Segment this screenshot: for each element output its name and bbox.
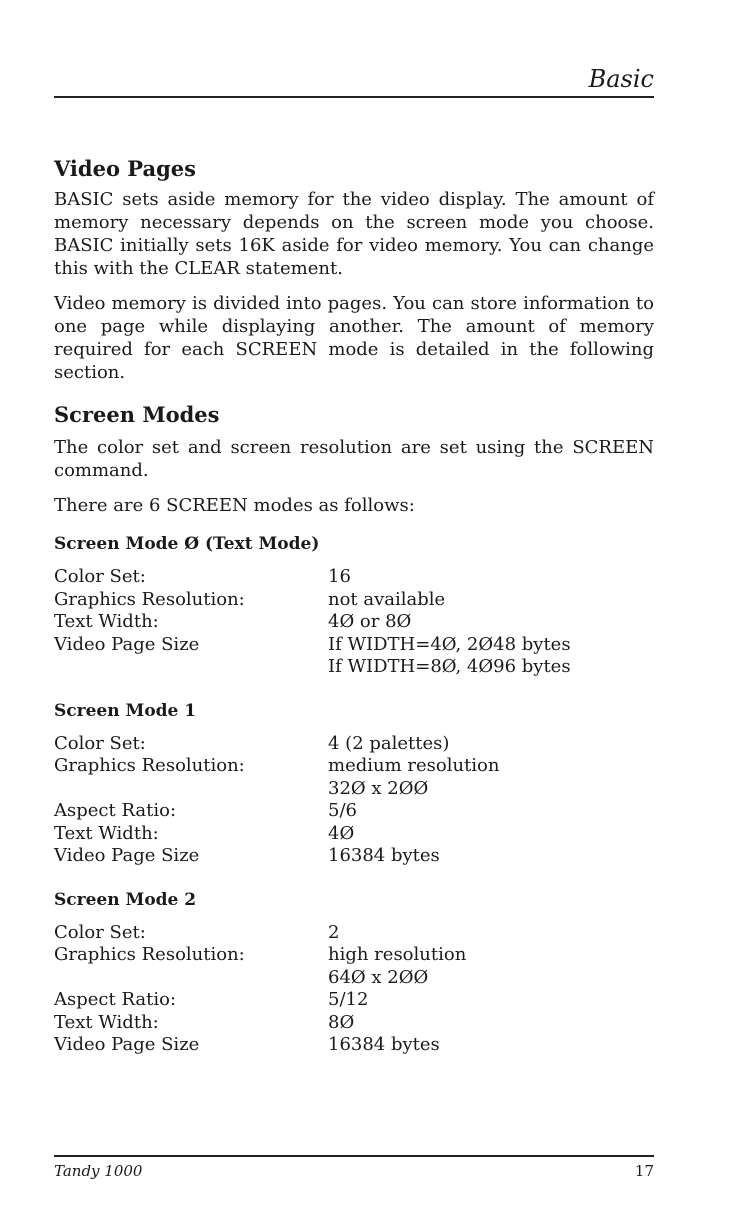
screen-modes-heading: Screen Modes: [54, 402, 220, 427]
spec-value: medium resolution: [328, 755, 500, 776]
video-pages-heading: Video Pages: [54, 156, 196, 181]
screen-modes-para-2: There are 6 SCREEN modes as follows:: [54, 495, 415, 516]
spec-value: high resolution: [328, 944, 467, 965]
spec-label: Video Page Size: [54, 633, 200, 655]
spec-label: Graphics Resolution:: [54, 944, 245, 965]
mode-2-spec-table: [54, 922, 654, 1057]
spec-value: 8Ø: [328, 1011, 355, 1033]
spec-value: 32Ø x 2ØØ: [328, 777, 429, 799]
spec-label: Aspect Ratio:: [54, 989, 177, 1010]
footer-rule: [54, 1155, 654, 1157]
spec-value: 16: [328, 566, 351, 587]
spec-value: 5/12: [328, 989, 369, 1010]
spec-value: 2: [328, 921, 340, 943]
spec-value: 4Ø: [328, 822, 355, 844]
spec-value: 16384 bytes: [328, 1034, 440, 1055]
document-page: [54, 0, 654, 1208]
page-content: [54, 154, 654, 1057]
spec-label: Graphics Resolution:: [54, 588, 245, 610]
spec-label: Video Page Size: [54, 845, 200, 866]
footer-product-name: Tandy 1000: [54, 1162, 143, 1180]
spec-value: If WIDTH=4Ø, 2Ø48 bytes: [328, 633, 571, 655]
spec-value: If WIDTH=8Ø, 4Ø96 bytes: [328, 656, 571, 677]
mode-2-heading: Screen Mode 2: [54, 889, 197, 910]
video-pages-para-1: BASIC sets aside memory for the video display. The amount of memory necessary depends on the screen mode you choose. BASIC initially sets 16K aside for video memory. You can change this with the CLEAR statement.: [54, 189, 654, 279]
spec-label: Text Width:: [54, 611, 159, 632]
screen-modes-para-1: The color set and screen resolution are set using the SCREEN command.: [54, 437, 654, 481]
spec-label: Text Width:: [54, 1011, 159, 1033]
spec-value: 4Ø or 8Ø: [328, 611, 412, 632]
spec-label: [54, 778, 328, 801]
spec-label: Color Set:: [54, 566, 146, 587]
video-pages-para-2: Video memory is divided into pages. You can store information to one page while displaying another. The amount of memory required for each SCREEN mode is detailed in the following section.: [54, 293, 654, 383]
spec-label: Text Width:: [54, 822, 159, 844]
spec-value: not available: [328, 588, 446, 610]
spec-value: 4 (2 palettes): [328, 732, 450, 754]
mode-1-heading: Screen Mode 1: [54, 700, 197, 721]
spec-label: [54, 656, 328, 679]
spec-label: [54, 967, 328, 990]
header-rule: [54, 96, 654, 98]
mode-0-heading: Screen Mode Ø (Text Mode): [54, 534, 320, 554]
mode-1-spec-table: [54, 733, 654, 868]
spec-value: 64Ø x 2ØØ: [328, 966, 429, 988]
running-header: Basic: [588, 65, 654, 93]
spec-label: Video Page Size: [54, 1034, 200, 1055]
spec-label: Graphics Resolution:: [54, 755, 245, 776]
spec-value: 16384 bytes: [328, 845, 440, 866]
mode-0-spec-table: [54, 566, 654, 679]
spec-label: Color Set:: [54, 732, 146, 754]
spec-value: 5/6: [328, 800, 357, 821]
spec-label: Aspect Ratio:: [54, 800, 177, 821]
page-number: 17: [634, 1162, 654, 1180]
spec-label: Color Set:: [54, 921, 146, 943]
